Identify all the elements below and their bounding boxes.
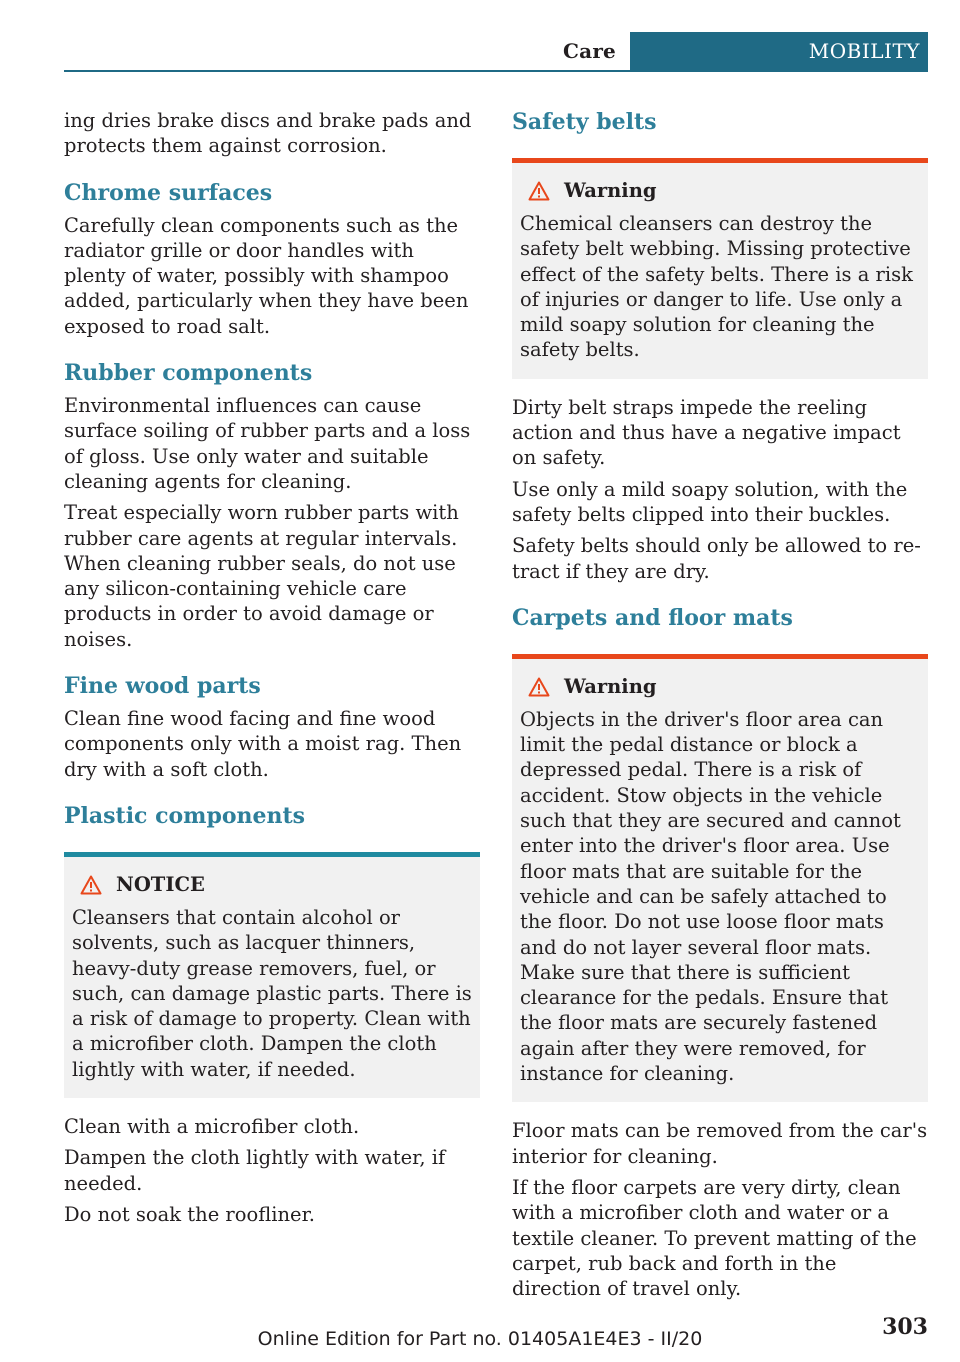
carpets-paragraph-1: Floor mats can be removed from the car's interior for cleaning.: [512, 1119, 928, 1168]
carpets-warning-title: Warning: [564, 674, 657, 698]
notice-box: [64, 852, 480, 1098]
carpets-paragraph-2: If the floor carpets are very dirty, clean with a microfiber cloth and water or a textile cleaner. To prevent matting of the carpet, rub back and forth in the direction of travel only.: [512, 1175, 917, 1301]
warning-triangle-icon: [528, 677, 550, 697]
header-section-title: Care: [563, 39, 616, 63]
belts-warning-title: Warning: [564, 179, 657, 202]
header-chapter-tab: MOBILITY: [630, 32, 928, 72]
intro-paragraph: ing dries brake discs and brake pads and protects them against corrosion.: [64, 109, 472, 158]
heading-carpets-floor-mats: Carpets and floor mats: [512, 604, 793, 631]
page-header: [64, 32, 928, 72]
belts-paragraph-3: Safety belts should only be allowed to retract if they are dry.: [512, 534, 921, 583]
edition-footer: Online Edition for Part no. 01405A1E4E3 - II/20: [257, 1328, 703, 1350]
belts-paragraph-1: Dirty belt straps impede the reeling action and thus have a negative impact on safety.: [512, 395, 901, 470]
warning-triangle-icon: [80, 875, 102, 895]
carpets-warning-text: Objects in the driver's floor area can limit the pedal distance or block a depressed pedal. There is a risk of accident. Stow objects in the vehicle such that they are secured and cannot enter into the driver's floor area. Use floor mats that are suitable for the vehicle and can be safely attached to the floor. Do not use loose floor mats and do not layer several floor mats. Make sure that there is sufficient clearance for the pedals. Ensure that the floor mats are securely fastened again after they were removed, for instance for cleaning.: [520, 707, 901, 1086]
wood-paragraph: Clean fine wood facing and fine wood components only with a moist rag. Then dry with a soft cloth.: [64, 707, 462, 781]
rubber-paragraph-1: Environmental influences can cause surface soiling of rubber parts and a loss of gloss. Use only water and suitable cleaning agents for cleaning.: [64, 394, 471, 493]
notice-title: NOTICE: [116, 872, 205, 896]
notice-title-row: [72, 873, 472, 897]
right-column: [512, 108, 928, 1307]
chrome-paragraph: Carefully clean components such as the radiator grille or door handles with plenty of water, possibly with shampoo added, particularly when they have been exposed to road salt.: [64, 213, 469, 338]
plastic-paragraph-2: Dampen the cloth lightly with water, if needed.: [64, 1146, 446, 1195]
heading-safety-belts: Safety belts: [512, 109, 657, 135]
belts-warning-title-row: [520, 179, 920, 203]
rubber-paragraph-2: Treat especially worn rubber parts with rubber care agents at regular intervals. When cleaning rubber seals, do not use any silicon-containing vehicle care products in order to avoid damage or noises.: [64, 501, 459, 651]
carpets-warning-title-row: [520, 675, 920, 699]
plastic-paragraph-1: Clean with a microfiber cloth.: [64, 1115, 360, 1139]
heading-fine-wood-parts: Fine wood parts: [64, 673, 261, 700]
heading-plastic-components: Plastic components: [64, 802, 306, 829]
heading-rubber-components: Rubber components: [64, 360, 313, 387]
left-column: [64, 108, 480, 1233]
plastic-paragraph-3: Do not soak the roofliner.: [64, 1202, 315, 1226]
warning-triangle-icon: [528, 181, 550, 201]
page-number: 303: [882, 1314, 928, 1340]
notice-text: Cleansers that contain alcohol or solvents, such as lacquer thinners, heavy-duty grease removers, fuel, or such, can damage plastic parts. There is a risk of damage to property. Clean with a microfiber cloth. Dampen the cloth lightly with water, if needed.: [72, 905, 472, 1081]
belts-warning-box: [512, 158, 928, 379]
header-rule: [64, 70, 928, 72]
belts-paragraph-2: Use only a mild soapy solution, with the safety belts clipped into their buckles.: [512, 477, 908, 526]
heading-chrome-surfaces: Chrome surfaces: [64, 179, 273, 206]
carpets-warning-box: [512, 654, 928, 1102]
belts-warning-text: Chemical cleansers can destroy the safety belt webbing. Missing protective effect of the safety belts. There is a risk of injuries or danger to life. Use only a mild soapy solution for cleaning the safety belts.: [520, 212, 913, 362]
